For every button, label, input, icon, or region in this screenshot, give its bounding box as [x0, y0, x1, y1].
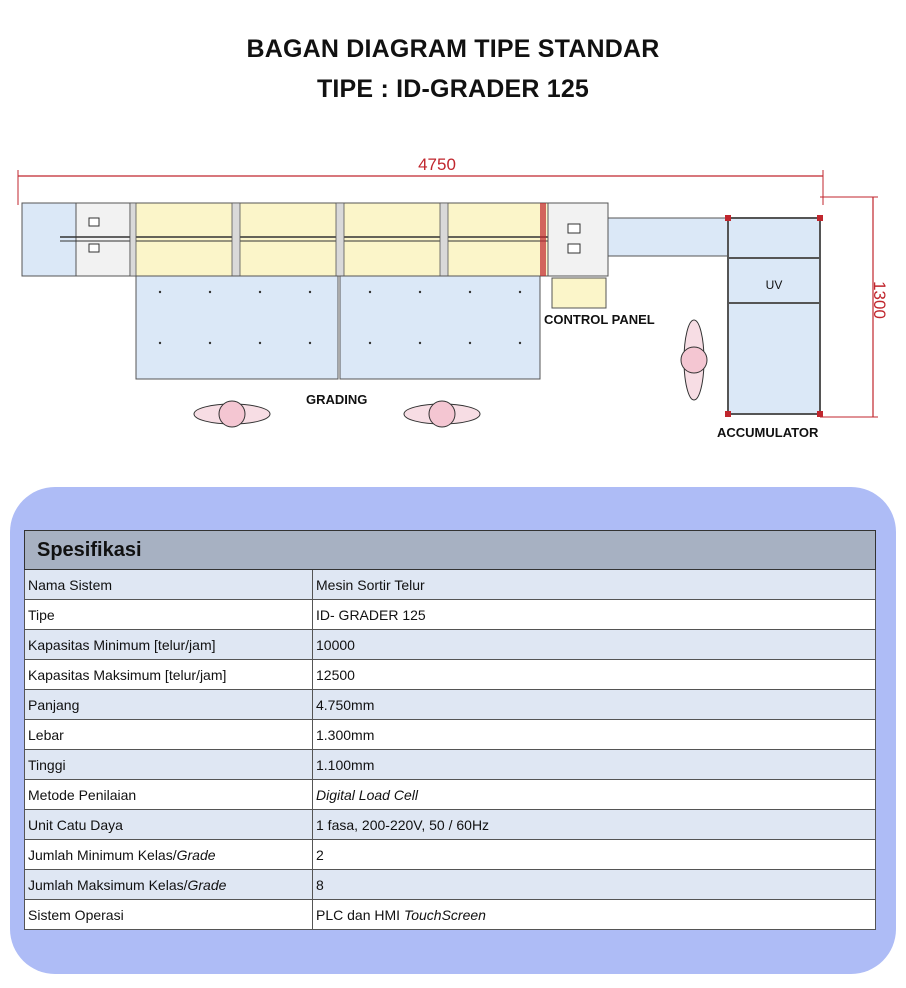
accumulator: [725, 215, 823, 417]
table-row: [25, 690, 876, 720]
drive-frame: [548, 203, 608, 276]
table-row: [25, 900, 876, 930]
spec-key: Kapasitas Maksimum [telur/jam]: [25, 660, 313, 690]
spec-value: 1.300mm: [313, 720, 876, 750]
spec-key-emphasis: Grade: [187, 876, 227, 893]
grading-tables: [136, 276, 540, 379]
spec-key: Nama Sistem: [25, 570, 313, 600]
spec-value: 8: [313, 870, 876, 900]
table-row: [25, 660, 876, 690]
control-panel-label: CONTROL PANEL: [544, 312, 655, 327]
table-row: [25, 630, 876, 660]
spec-value-emphasis: TouchScreen: [403, 906, 486, 923]
title-line-2: TIPE : ID-GRADER 125: [316, 75, 590, 103]
accumulator-label: ACCUMULATOR: [717, 425, 819, 440]
title-line-1: BAGAN DIAGRAM TIPE STANDAR: [246, 35, 660, 63]
spec-key: [25, 840, 313, 870]
loader-frame: [76, 203, 130, 276]
spec-key: Kapasitas Minimum [telur/jam]: [25, 630, 313, 660]
table-row: [25, 780, 876, 810]
spec-key-text: Jumlah Minimum Kelas/: [28, 846, 177, 863]
spec-key: Sistem Operasi: [25, 900, 313, 930]
table-row: [25, 810, 876, 840]
spec-value: 12500: [313, 660, 876, 690]
spec-key-text: Jumlah Maksimum Kelas/: [28, 876, 188, 893]
conveyor: [60, 203, 610, 276]
spec-heading: Spesifikasi: [25, 531, 876, 570]
spec-key: Tipe: [25, 600, 313, 630]
machine-layout-diagram: [0, 140, 906, 450]
spec-value: 1 fasa, 200-220V, 50 / 60Hz: [313, 810, 876, 840]
grading-label: GRADING: [306, 392, 368, 407]
spec-key: Panjang: [25, 690, 313, 720]
spec-value-text: PLC dan HMI: [316, 906, 404, 923]
spec-value: ID- GRADER 125: [313, 600, 876, 630]
spec-key: Unit Catu Daya: [25, 810, 313, 840]
operator-figure: [404, 401, 480, 427]
operator-figure: [194, 401, 270, 427]
table-row: [25, 750, 876, 780]
uv-label: UV: [765, 278, 783, 292]
spec-key: Lebar: [25, 720, 313, 750]
spec-key: [25, 870, 313, 900]
infeed-section: [22, 203, 76, 276]
spec-key: Tinggi: [25, 750, 313, 780]
control-panel-box: [552, 278, 606, 308]
spec-table: [24, 530, 876, 930]
spec-key-emphasis: Grade: [176, 846, 216, 863]
table-row: [25, 840, 876, 870]
spec-value: [313, 900, 876, 930]
transfer-conveyor: [608, 218, 728, 256]
spec-value: 10000: [313, 630, 876, 660]
length-dimension: [18, 155, 823, 205]
spec-key: Metode Penilaian: [25, 780, 313, 810]
spec-value: Mesin Sortir Telur: [313, 570, 876, 600]
table-row: [25, 570, 876, 600]
table-row: [25, 600, 876, 630]
spec-value: 1.100mm: [313, 750, 876, 780]
spec-value: 2: [313, 840, 876, 870]
operator-figure: [681, 320, 707, 400]
spec-value: Digital Load Cell: [313, 780, 876, 810]
table-row: [25, 720, 876, 750]
width-dimension: [820, 197, 889, 417]
table-row: [25, 870, 876, 900]
width-dimension-text: 1300: [870, 281, 889, 319]
spec-value: 4.750mm: [313, 690, 876, 720]
length-dimension-text: 4750: [418, 155, 456, 174]
